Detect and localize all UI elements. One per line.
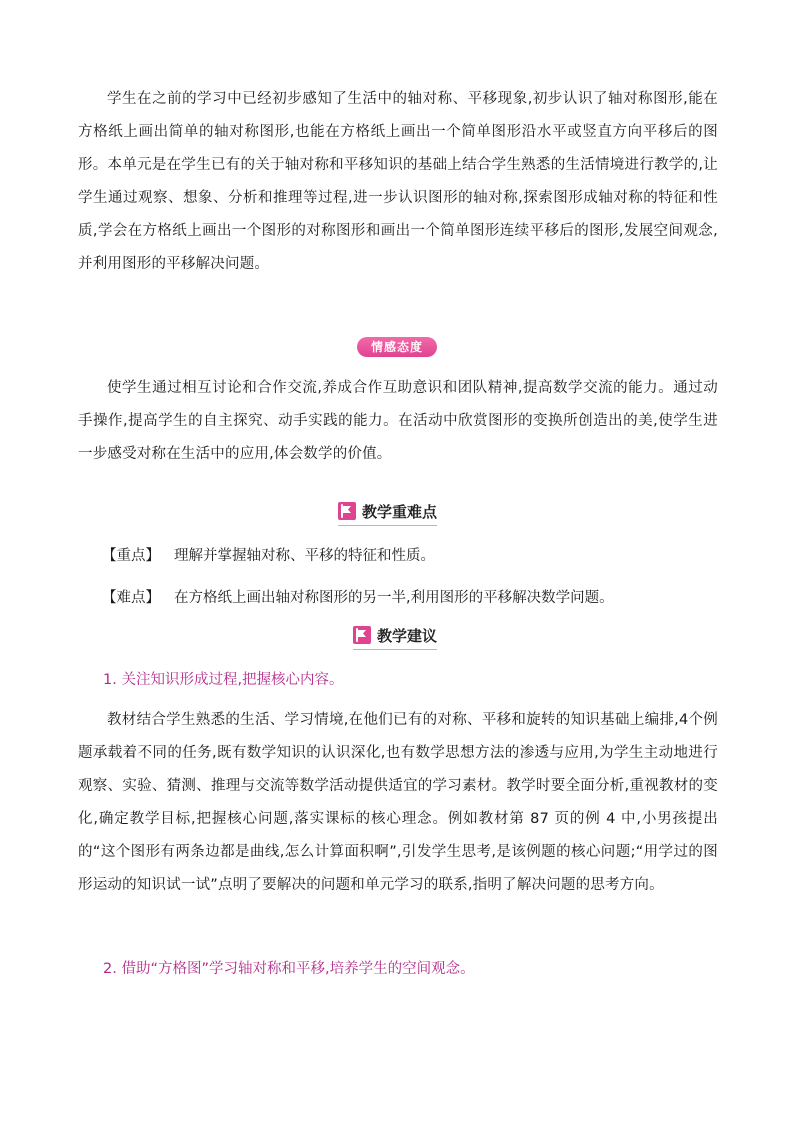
advice-item-1: 1. 关注知识形成过程,把握核心内容。 xyxy=(103,672,344,688)
advice-item-2: 2. 借助“方格图”学习轴对称和平移,培养学生的空间观念。 xyxy=(103,961,475,977)
difficult-point-row xyxy=(102,587,614,609)
pink-flag-icon xyxy=(338,502,356,520)
intro-paragraph: 学生在之前的学习中已经初步感知了生活中的轴对称、平移现象,初步认识了轴对称图形,能在方格纸上画出简单的轴对称图形,也能在方格纸上画出一个简单图形沿水平或竖直方向平移后的图形。本单元是在学生已有的关于轴对称和平移知识的基础上结合学生熟悉的生活情境进行教学的,让学生通过观察、想象、分析和推理等过程,进一步认识图形的轴对称,探索图形成轴对称的特征和性质,学会在方格纸上画出一个图形的对称图形和画出一个简单图形连续平移后的图形,发展空间观念,并利用图形的平移解决问题。 xyxy=(78,91,718,272)
difficult-point-tag: 【难点】 xyxy=(102,590,160,606)
heading-underline xyxy=(353,649,437,650)
emotion-attitude-label: 情感态度 xyxy=(357,337,437,357)
advice-title: 教学建议 xyxy=(377,626,438,645)
key-point-row xyxy=(102,545,435,567)
advice-paragraph: 教材结合学生熟悉的生活、学习情境,在他们已有的对称、平移和旋转的知识基础上编排,4个例题承载着不同的任务,既有数学知识的认识深化,也有数学思想方法的渗透与应用,为学生主动地进行观察、实验、猜测、推理与交流等数学活动提供适宜的学习素材。教学时要全面分析,重视教材的变化,确定教学目标,把握核心问题,落实课标的核心理念。例如教材第 87 页的例 4 中,小男孩提出的“这个图形有两条边都是曲线,怎么计算面积啊”,引发学生思考,是该例题的核心问题;“用学过的图形运动的知识试一试”点明了要解决的问题和单元学习的联系,指明了解决问题的思考方向。 xyxy=(78,712,718,893)
key-points-title: 教学重难点 xyxy=(362,502,438,521)
key-point-text: 理解并掌握轴对称、平移的特征和性质。 xyxy=(174,548,435,564)
advice-heading xyxy=(353,624,437,646)
pink-flag-icon xyxy=(353,626,371,644)
emotion-paragraph: 使学生通过相互讨论和合作交流,养成合作互助意识和团队精神,提高数学交流的能力。通过动手操作,提高学生的自主探究、动手实践的能力。在活动中欣赏图形的变换所创造出的美,使学生进一步感受对称在生活中的应用,体会数学的价值。 xyxy=(78,380,718,462)
key-point-tag: 【重点】 xyxy=(102,548,160,564)
heading-underline xyxy=(338,525,437,526)
key-points-heading xyxy=(338,500,437,522)
difficult-point-text: 在方格纸上画出轴对称图形的另一半,利用图形的平移解决数学问题。 xyxy=(174,590,614,606)
